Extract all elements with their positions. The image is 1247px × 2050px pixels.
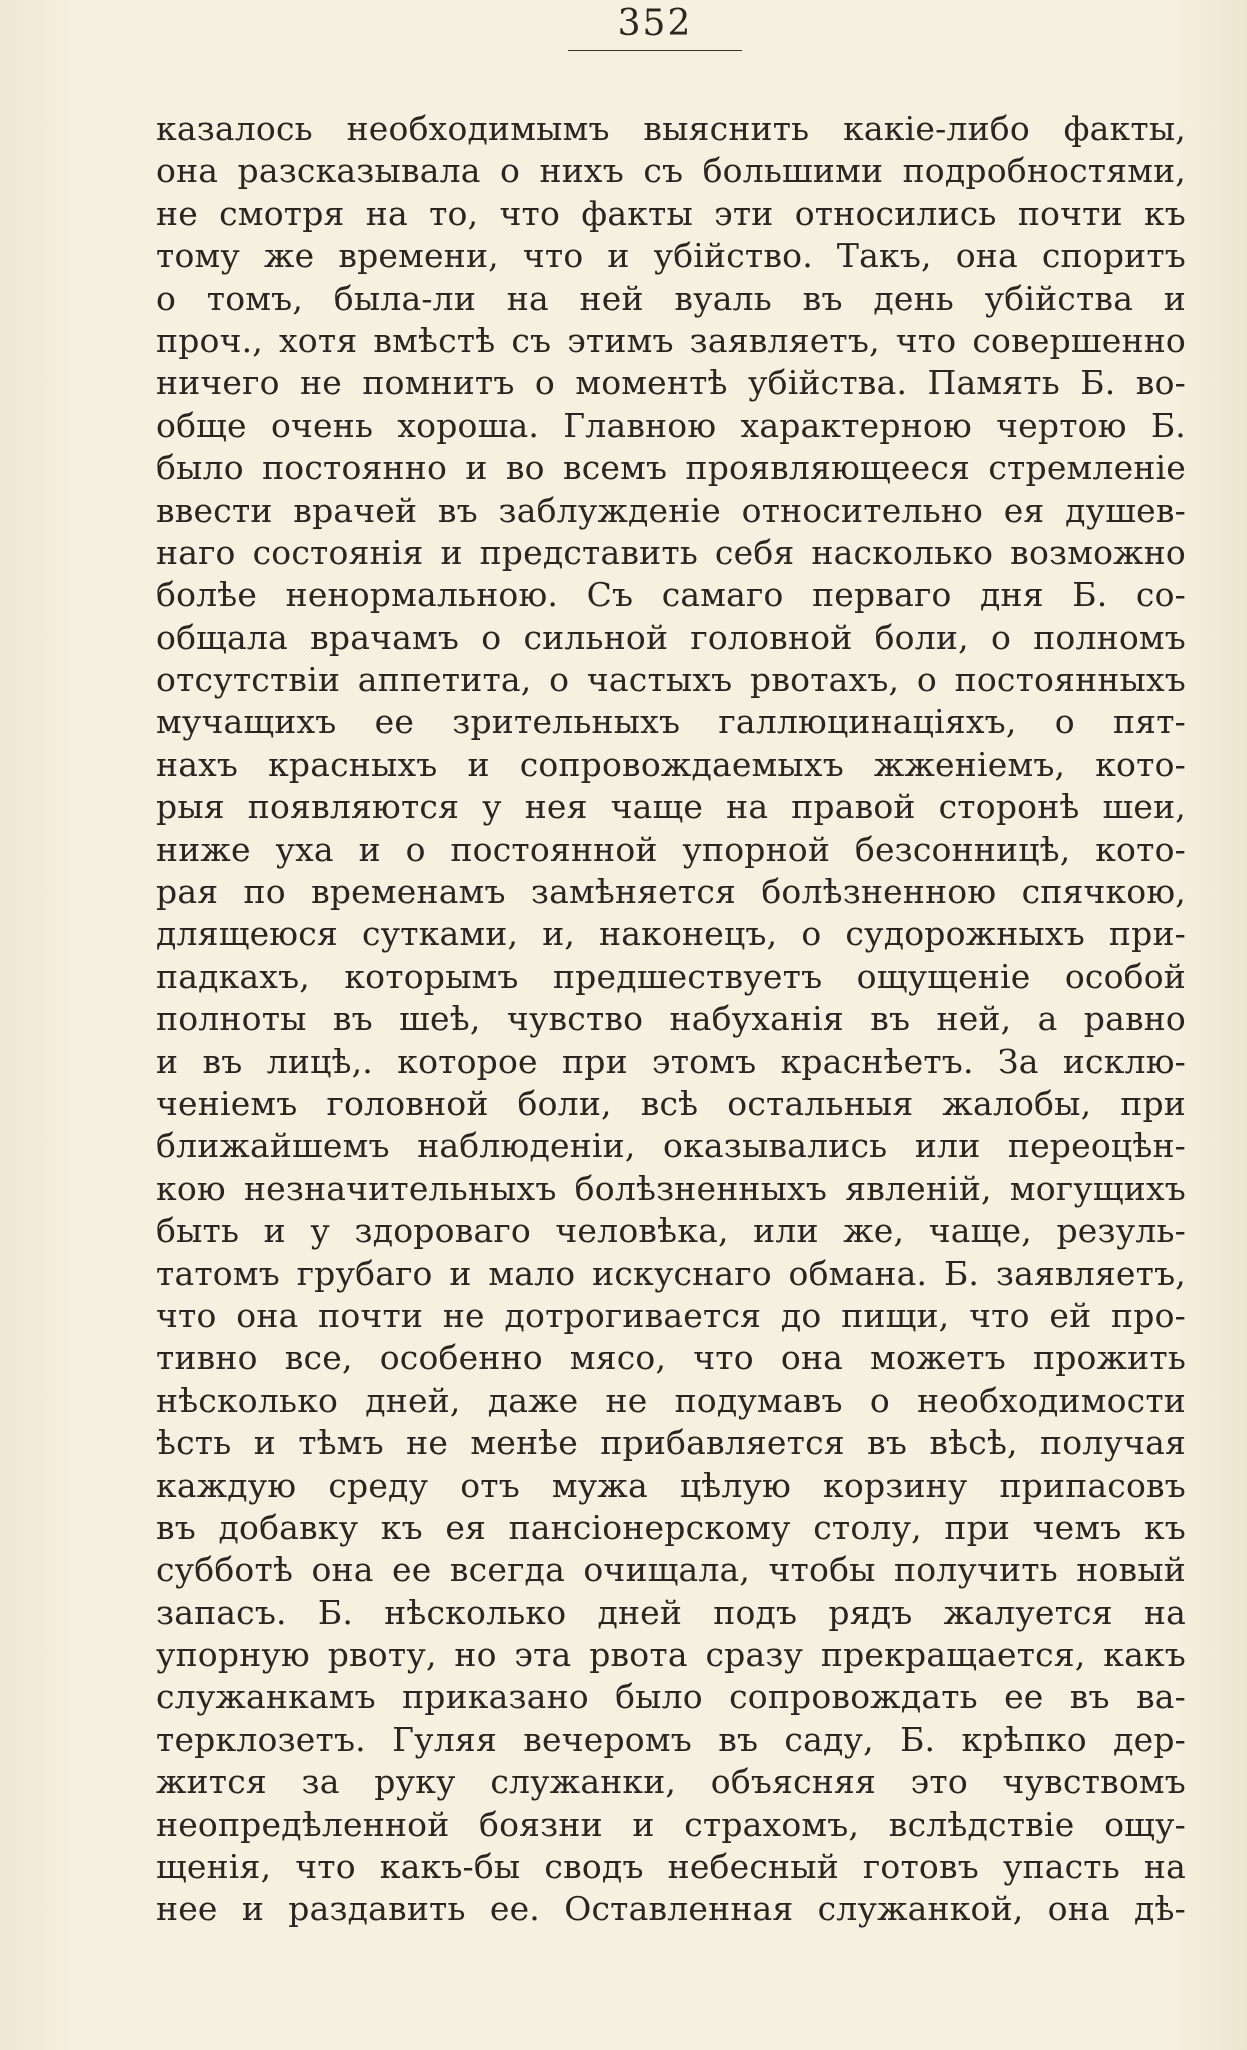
text-line: длящеюся сутками, и, наконецъ, о судорожныхъ при- [156, 914, 1186, 954]
text-line: казалось необходимымъ выяснить какіе-либо факты, [156, 109, 1186, 148]
text-line: обще очень хороша. Главною характерною чертою Б. [156, 405, 1186, 445]
text-line: полноты въ шеѣ, чувство набуханія въ ней, а равно [156, 999, 1186, 1039]
text-line: рыя появляются у нея чаще на правой сторонѣ шеи, [156, 787, 1186, 827]
text-line: и въ лицѣ,. которое при этомъ краснѣетъ. За исклю- [156, 1041, 1186, 1081]
text-line: отсутствіи аппетита, о частыхъ рвотахъ, о постоянныхъ [156, 660, 1186, 700]
text-line: тивно все, особенно мясо, что она можетъ прожить [156, 1338, 1186, 1378]
text-line: ввести врачей въ заблужденіе относительно ея душев- [156, 490, 1186, 530]
page-number: 352 [617, 3, 693, 44]
text-line: ничего не помнитъ о моментѣ убійства. Память Б. во- [156, 363, 1186, 403]
text-line: неопредѣленной боязни и страхомъ, вслѣдствіе ощу- [156, 1804, 1186, 1844]
text-line: мучащихъ ее зрительныхъ галлюцинаціяхъ, о пят- [156, 702, 1186, 742]
text-line: каждую среду отъ мужа цѣлую корзину припасовъ [156, 1465, 1186, 1505]
text-line: ѣсть и тѣмъ не менѣе прибавляется въ вѣсѣ, получая [156, 1423, 1186, 1463]
text-line: ближайшемъ наблюденіи, оказывались или переоцѣн- [156, 1126, 1186, 1166]
text-line: болѣе ненормальною. Съ самаго перваго дня Б. со- [156, 575, 1186, 615]
text-line: нѣсколько дней, даже не подумавъ о необходимости [156, 1380, 1186, 1420]
text-line: татомъ грубаго и мало искуснаго обмана. Б. заявляетъ, [156, 1253, 1186, 1293]
text-line: падкахъ, которымъ предшествуетъ ощущеніе особой [156, 956, 1186, 996]
text-line: было постоянно и во всемъ проявляющееся стремленіе [156, 448, 1186, 488]
text-line: рая по временамъ замѣняется болѣзненною спячкою, [156, 872, 1186, 912]
text-line: жится за руку служанки, объясняя это чувствомъ [156, 1762, 1186, 1802]
text-line: щенія, что какъ-бы сводъ небесный готовъ упасть на [156, 1847, 1186, 1887]
text-line: нее и раздавить ее. Оставленная служанкой, она дѣ- [156, 1889, 1186, 1929]
text-line: она разсказывала о нихъ съ большими подробностями, [156, 151, 1186, 191]
body-text [156, 108, 1186, 1931]
text-line: не смотря на то, что факты эти относились почти къ [156, 193, 1186, 233]
text-line: упорную рвоту, но эта рвота сразу прекращается, какъ [156, 1635, 1186, 1675]
text-line: наго состоянія и представить себя насколько возможно [156, 532, 1186, 572]
text-line: проч., хотя вмѣстѣ съ этимъ заявляетъ, что совершенно [156, 320, 1186, 360]
text-line: терклозетъ. Гуляя вечеромъ въ саду, Б. крѣпко дер- [156, 1719, 1186, 1759]
page-header [560, 4, 750, 56]
text-line: въ добавку къ ея пансіонерскому столу, при чемъ къ [156, 1507, 1186, 1547]
text-line: что она почти не дотрогивается до пищи, что ей про- [156, 1295, 1186, 1335]
text-line: тому же времени, что и убійство. Такъ, она споритъ [156, 236, 1186, 276]
header-rule [568, 50, 742, 51]
text-line: кою незначительныхъ болѣзненныхъ явленій, могущихъ [156, 1168, 1186, 1208]
text-line: о томъ, была-ли на ней вуаль въ день убійства и [156, 278, 1186, 318]
text-line: быть и у здороваго человѣка, или же, чаще, резуль- [156, 1211, 1186, 1251]
text-line: субботѣ она ее всегда очищала, чтобы получить новый [156, 1550, 1186, 1590]
text-line: служанкамъ приказано было сопровождать ее въ ва- [156, 1677, 1186, 1717]
text-line: ченіемъ головной боли, всѣ остальныя жалобы, при [156, 1083, 1186, 1123]
text-line: ниже уха и о постоянной упорной безсонницѣ, кото- [156, 829, 1186, 869]
text-line: общала врачамъ о сильной головной боли, о полномъ [156, 617, 1186, 657]
text-line: запасъ. Б. нѣсколько дней подъ рядъ жалуется на [156, 1592, 1186, 1632]
text-line: нахъ красныхъ и сопровождаемыхъ жженіемъ, кото- [156, 744, 1186, 784]
